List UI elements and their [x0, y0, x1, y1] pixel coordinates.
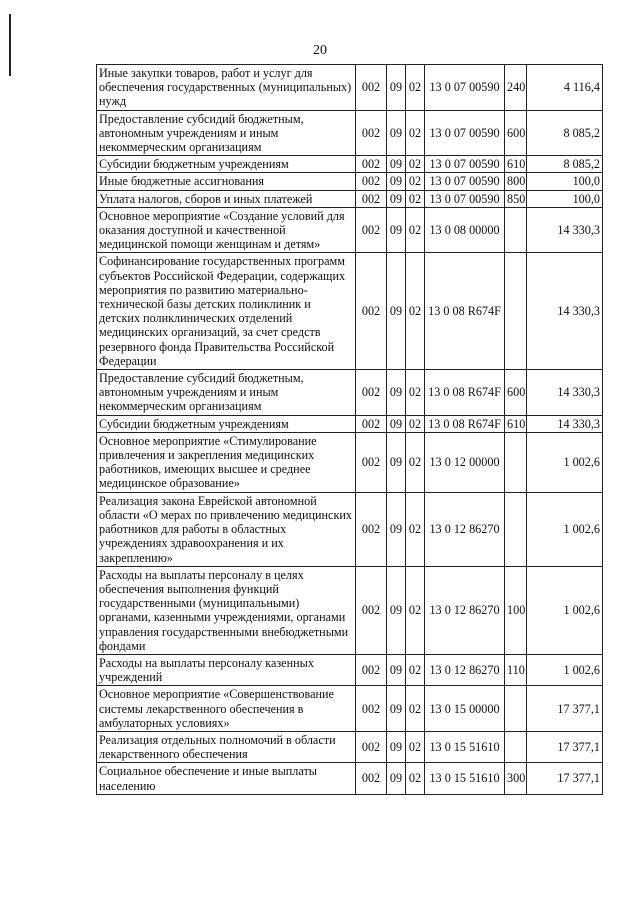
subsection-code-cell: 02 [406, 110, 425, 156]
table-row [97, 110, 603, 156]
subsection-code-cell: 02 [406, 65, 425, 111]
target-article-cell: 13 0 07 00590 [425, 65, 505, 111]
amount-cell: 100,0 [527, 173, 603, 190]
section-code-cell: 09 [387, 763, 406, 794]
target-article-cell: 13 0 07 00590 [425, 110, 505, 156]
section-code-cell: 09 [387, 65, 406, 111]
target-article-cell: 13 0 07 00590 [425, 173, 505, 190]
table-row [97, 253, 603, 370]
amount-cell: 1 002,6 [527, 492, 603, 566]
ministry-code-cell: 002 [356, 731, 387, 762]
expense-name-cell: Субсидии бюджетным учреждениям [97, 156, 356, 173]
ministry-code-cell: 002 [356, 415, 387, 432]
section-code-cell: 09 [387, 156, 406, 173]
section-code-cell: 09 [387, 370, 406, 416]
ministry-code-cell: 002 [356, 207, 387, 253]
expense-type-cell: 800 [505, 173, 527, 190]
amount-cell: 8 085,2 [527, 156, 603, 173]
subsection-code-cell: 02 [406, 415, 425, 432]
subsection-code-cell: 02 [406, 432, 425, 492]
expense-name-cell: Реализация закона Еврейской автономной области «О мерах по привлечению медицинских работников для работы в областных учреждениях здравоохранения и их закреплению» [97, 492, 356, 566]
table-row [97, 731, 603, 762]
ministry-code-cell: 002 [356, 566, 387, 654]
expense-type-cell: 600 [505, 370, 527, 416]
amount-cell: 17 377,1 [527, 686, 603, 732]
amount-cell: 17 377,1 [527, 731, 603, 762]
section-code-cell: 09 [387, 173, 406, 190]
amount-cell: 1 002,6 [527, 654, 603, 685]
section-code-cell: 09 [387, 415, 406, 432]
table-row [97, 492, 603, 566]
table-row [97, 190, 603, 207]
subsection-code-cell: 02 [406, 731, 425, 762]
table-row [97, 173, 603, 190]
table-row [97, 207, 603, 253]
target-article-cell: 13 0 08 R674F [425, 415, 505, 432]
expense-type-cell [505, 432, 527, 492]
target-article-cell: 13 0 12 86270 [425, 566, 505, 654]
section-code-cell: 09 [387, 207, 406, 253]
expense-type-cell [505, 731, 527, 762]
page-number: 20 [313, 43, 327, 58]
subsection-code-cell: 02 [406, 654, 425, 685]
target-article-cell: 13 0 07 00590 [425, 156, 505, 173]
target-article-cell: 13 0 08 00000 [425, 207, 505, 253]
ministry-code-cell: 002 [356, 492, 387, 566]
amount-cell: 17 377,1 [527, 763, 603, 794]
subsection-code-cell: 02 [406, 253, 425, 370]
section-code-cell: 09 [387, 566, 406, 654]
amount-cell: 1 002,6 [527, 566, 603, 654]
target-article-cell: 13 0 07 00590 [425, 190, 505, 207]
amount-cell: 14 330,3 [527, 370, 603, 416]
expense-type-cell: 610 [505, 415, 527, 432]
ministry-code-cell: 002 [356, 370, 387, 416]
table-row [97, 566, 603, 654]
subsection-code-cell: 02 [406, 492, 425, 566]
expense-name-cell: Предоставление субсидий бюджетным, автономным учреждениям и иным некоммерческим организациям [97, 110, 356, 156]
section-code-cell: 09 [387, 432, 406, 492]
table-row [97, 432, 603, 492]
subsection-code-cell: 02 [406, 763, 425, 794]
budget-table [96, 64, 603, 795]
table-row [97, 65, 603, 111]
target-article-cell: 13 0 15 51610 [425, 731, 505, 762]
expense-name-cell: Основное мероприятие «Создание условий для оказания доступной и качественной медицинской помощи женщинам и детям» [97, 207, 356, 253]
section-code-cell: 09 [387, 731, 406, 762]
target-article-cell: 13 0 12 86270 [425, 654, 505, 685]
amount-cell: 14 330,3 [527, 207, 603, 253]
table-row [97, 415, 603, 432]
expense-name-cell: Социальное обеспечение и иные выплаты населению [97, 763, 356, 794]
ministry-code-cell: 002 [356, 686, 387, 732]
expense-type-cell: 100 [505, 566, 527, 654]
target-article-cell: 13 0 08 R674F [425, 370, 505, 416]
subsection-code-cell: 02 [406, 156, 425, 173]
target-article-cell: 13 0 15 00000 [425, 686, 505, 732]
table-row [97, 156, 603, 173]
ministry-code-cell: 002 [356, 110, 387, 156]
expense-type-cell: 110 [505, 654, 527, 685]
target-article-cell: 13 0 15 51610 [425, 763, 505, 794]
ministry-code-cell: 002 [356, 156, 387, 173]
expense-type-cell: 300 [505, 763, 527, 794]
expense-type-cell [505, 492, 527, 566]
expense-name-cell: Расходы на выплаты персоналу в целях обеспечения выполнения функций государственными (муниципальными) органами, казенными учреждениями, органами управления государственными внебюджетными фондами [97, 566, 356, 654]
table-body [97, 65, 603, 795]
ministry-code-cell: 002 [356, 65, 387, 111]
expense-name-cell: Иные закупки товаров, работ и услуг для обеспечения государственных (муниципальных) нужд [97, 65, 356, 111]
expense-name-cell: Расходы на выплаты персоналу казенных учреждений [97, 654, 356, 685]
expense-name-cell: Предоставление субсидий бюджетным, автономным учреждениям и иным некоммерческим организациям [97, 370, 356, 416]
amount-cell: 14 330,3 [527, 253, 603, 370]
table-row [97, 763, 603, 794]
table-row [97, 370, 603, 416]
ministry-code-cell: 002 [356, 253, 387, 370]
subsection-code-cell: 02 [406, 370, 425, 416]
subsection-code-cell: 02 [406, 686, 425, 732]
subsection-code-cell: 02 [406, 207, 425, 253]
section-code-cell: 09 [387, 110, 406, 156]
table-row [97, 654, 603, 685]
expense-name-cell: Основное мероприятие «Совершенствование системы лекарственного обеспечения в амбулаторных условиях» [97, 686, 356, 732]
table-row [97, 686, 603, 732]
section-code-cell: 09 [387, 654, 406, 685]
expense-type-cell: 610 [505, 156, 527, 173]
expense-name-cell: Реализация отдельных полномочий в области лекарственного обеспечения [97, 731, 356, 762]
expense-type-cell [505, 686, 527, 732]
expense-type-cell [505, 207, 527, 253]
expense-type-cell: 600 [505, 110, 527, 156]
ministry-code-cell: 002 [356, 654, 387, 685]
section-code-cell: 09 [387, 253, 406, 370]
expense-name-cell: Уплата налогов, сборов и иных платежей [97, 190, 356, 207]
subsection-code-cell: 02 [406, 173, 425, 190]
amount-cell: 4 116,4 [527, 65, 603, 111]
amount-cell: 100,0 [527, 190, 603, 207]
section-code-cell: 09 [387, 492, 406, 566]
target-article-cell: 13 0 08 R674F [425, 253, 505, 370]
target-article-cell: 13 0 12 00000 [425, 432, 505, 492]
expense-name-cell: Иные бюджетные ассигнования [97, 173, 356, 190]
expense-name-cell: Субсидии бюджетным учреждениям [97, 415, 356, 432]
amount-cell: 1 002,6 [527, 432, 603, 492]
ministry-code-cell: 002 [356, 173, 387, 190]
ministry-code-cell: 002 [356, 763, 387, 794]
expense-type-cell: 240 [505, 65, 527, 111]
expense-type-cell: 850 [505, 190, 527, 207]
section-code-cell: 09 [387, 686, 406, 732]
expense-type-cell [505, 253, 527, 370]
subsection-code-cell: 02 [406, 566, 425, 654]
amount-cell: 8 085,2 [527, 110, 603, 156]
expense-name-cell: Основное мероприятие «Стимулирование привлечения и закрепления медицинских работников, имеющих высшее и среднее медицинское образование» [97, 432, 356, 492]
amount-cell: 14 330,3 [527, 415, 603, 432]
section-code-cell: 09 [387, 190, 406, 207]
subsection-code-cell: 02 [406, 190, 425, 207]
ministry-code-cell: 002 [356, 190, 387, 207]
ministry-code-cell: 002 [356, 432, 387, 492]
expense-name-cell: Софинансирование государственных программ субъектов Российской Федерации, содержащих мероприятия по развитию материально-технической базы детских поликлиник и детских поликлинических отделений медицинских организаций, за счет средств резервного фонда Правительства Российской Федерации [97, 253, 356, 370]
target-article-cell: 13 0 12 86270 [425, 492, 505, 566]
